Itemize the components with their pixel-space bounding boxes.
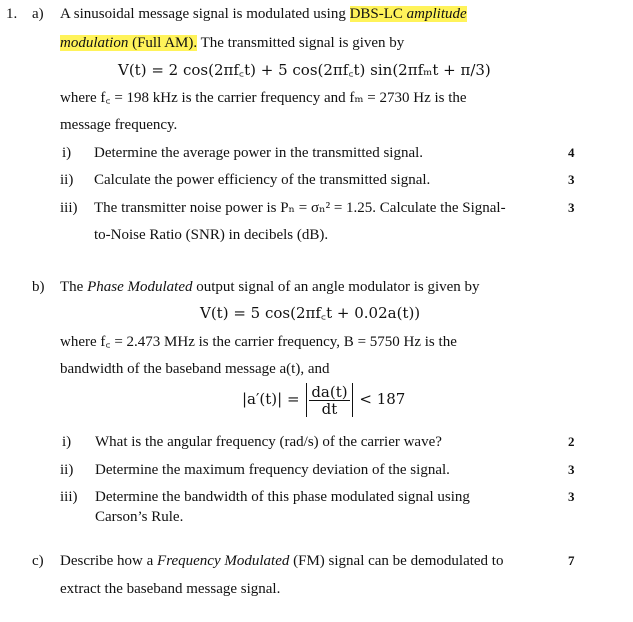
part-c-line1-prefix: Describe how a — [60, 553, 158, 569]
part-a-iii-text2: to-Noise Ratio (SNR) in decibels (dB). — [94, 227, 329, 243]
part-b-i-marks: 2 — [568, 434, 575, 449]
part-b-i-label: i) — [62, 434, 72, 450]
part-a-line2-rest: The transmitted signal is given by — [197, 35, 405, 51]
part-a-iii-marks: 3 — [568, 200, 575, 215]
part-b-ii-text: Determine the maximum frequency deviation of the signal. — [95, 462, 450, 478]
part-b-label: b) — [32, 279, 45, 295]
eq2-denominator: dt — [321, 399, 338, 418]
part-a-ii-marks: 3 — [568, 172, 575, 187]
eq2-numerator: da(t) — [311, 382, 348, 401]
part-a-label: a) — [32, 6, 44, 22]
part-c-line1 — [60, 551, 503, 571]
eq2-fraction — [309, 384, 349, 417]
part-a-i-marks: 4 — [568, 145, 575, 160]
part-b-iii-label: iii) — [60, 489, 78, 505]
eq2-left: |a′(t)| = — [242, 390, 300, 408]
part-a-intro-line2 — [60, 33, 404, 53]
part-a-ii-text: Calculate the power efficiency of the transmitted signal. — [94, 172, 431, 188]
part-b-equation: V(t) = 5 cos(2πf꜀t + 0.02a(t)) — [200, 304, 421, 322]
part-c-label: c) — [32, 553, 44, 569]
part-a-equation: V(t) = 2 cos(2πf꜀t) + 5 cos(2πf꜀t) sin(2πfₘt + π/3) — [118, 61, 491, 79]
part-a-iii-text: The transmitter noise power is Pₙ = σₙ² = 1.25. Calculate the Signal- — [94, 200, 506, 216]
part-b-ii-label: ii) — [60, 462, 74, 478]
abs-bar-right — [352, 383, 353, 417]
highlight-modulation: modulation — [60, 35, 129, 51]
part-b-derivative-equation — [242, 381, 405, 417]
question-number: 1. — [6, 6, 18, 22]
part-b-phase-modulated: Phase Modulated — [87, 279, 193, 295]
part-a-iii-label: iii) — [60, 200, 78, 216]
part-b-line1-rest: output signal of an angle modulator is given by — [192, 279, 480, 295]
part-a-i-label: i) — [62, 145, 72, 161]
part-a-intro-line1 — [60, 4, 467, 24]
part-c-frequency-modulated: Frequency Modulated — [157, 553, 290, 569]
eq2-right: < 187 — [359, 390, 406, 408]
highlight-amplitude: amplitude — [406, 6, 467, 22]
part-a-line1-prefix: A sinusoidal message signal is modulated using — [60, 6, 350, 22]
part-a-line4: message frequency. — [60, 117, 178, 133]
part-b-ii-marks: 3 — [568, 462, 575, 477]
part-c-marks: 7 — [568, 553, 575, 568]
part-b-line2: where f꜀ = 2.473 MHz is the carrier frequency, B = 5750 Hz is the — [60, 334, 457, 350]
highlight-dbs-lc: DBS-LC — [349, 6, 407, 22]
part-b-iii-text: Determine the bandwidth of this phase modulated signal using — [95, 489, 470, 505]
abs-bar-left — [306, 383, 307, 417]
part-b-line3: bandwidth of the baseband message a(t), and — [60, 361, 330, 377]
part-a-ii-label: ii) — [60, 172, 74, 188]
part-b-iii-text2: Carson’s Rule. — [95, 509, 184, 525]
part-b-iii-marks: 3 — [568, 489, 575, 504]
part-a-i-text: Determine the average power in the transmitted signal. — [94, 145, 424, 161]
part-b-line1 — [60, 277, 480, 297]
part-b-line1-prefix: The — [60, 279, 88, 295]
part-c-line1-rest: (FM) signal can be demodulated to — [289, 553, 504, 569]
highlight-full-am: (Full AM). — [128, 35, 198, 51]
part-a-line3: where f꜀ = 198 kHz is the carrier frequency and fₘ = 2730 Hz is the — [60, 90, 467, 106]
part-b-i-text: What is the angular frequency (rad/s) of the carrier wave? — [95, 434, 442, 450]
part-c-line2: extract the baseband message signal. — [60, 581, 281, 597]
